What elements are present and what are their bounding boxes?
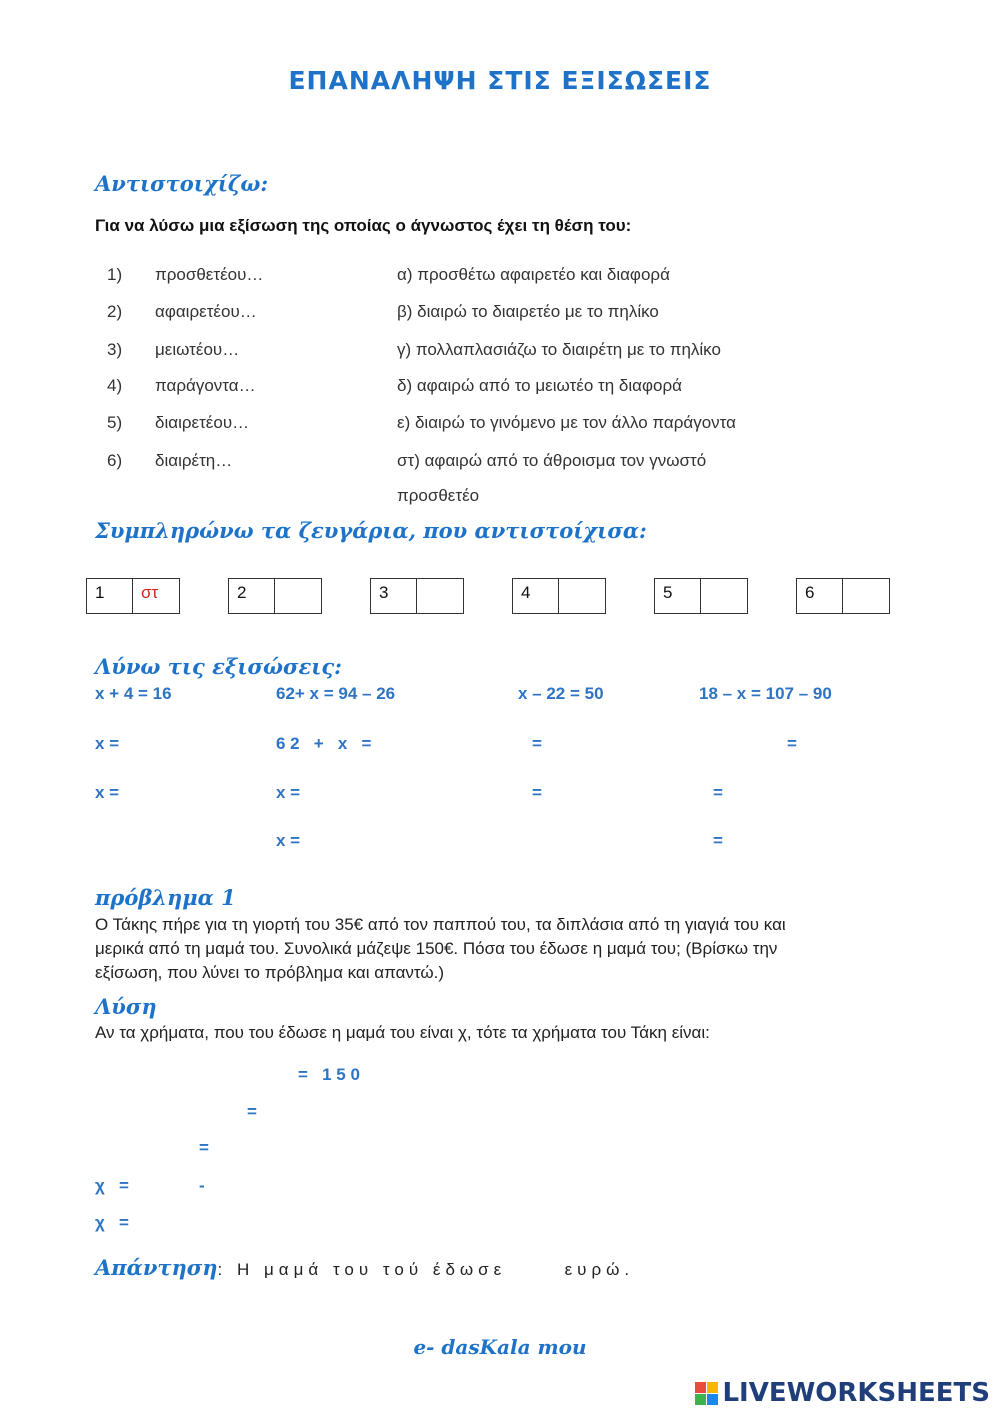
pair-answer-field[interactable] (843, 579, 889, 613)
solution-step-x[interactable]: χ = (95, 1213, 129, 1232)
row-number: 6) (107, 451, 123, 470)
equation-statement: 18 – x = 107 – 90 (699, 684, 832, 703)
row-number: 1) (107, 265, 123, 284)
problem-text-line: Ο Τάκης πήρε για τη γιορτή του 35€ από τον παππού του, τα διπλάσια από τη γιαγιά του και (95, 915, 786, 934)
solution-step-minus[interactable]: - (199, 1176, 205, 1195)
row-option: γ) πολλαπλασιάζω το διαιρέτη με το πηλίκο (397, 340, 721, 359)
row-option: ε) διαιρώ το γινόμενο με τον άλλο παράγοντα (397, 413, 736, 432)
row-term: παράγοντα… (155, 376, 256, 395)
page-title: ΕΠΑΝΑΛΗΨΗ ΣΤΙΣ ΕΞΙΣΩΣΕΙΣ (288, 66, 712, 95)
match-heading: Αντιστοιχίζω: (95, 171, 269, 196)
row-option: β) διαιρώ το διαιρετέο με το πηλίκο (397, 302, 659, 321)
pairs-heading: Συμπληρώνω τα ζευγάρια, που αντιστοίχισα: (95, 518, 647, 543)
answer-text[interactable]: : Η μαμά του τού έδωσε ευρώ. (217, 1260, 635, 1279)
problem-text-line: μερικά από τη μαμά του. Συνολικά μάζεψε 150€. Πόσα του έδωσε η μαμά του; (Βρίσκω την (95, 939, 778, 958)
pair-box-3 (370, 578, 464, 614)
equation-statement: x + 4 = 16 (95, 684, 172, 703)
row-term: μειωτέου… (155, 340, 240, 359)
footer-credit: e- dasKala mou (413, 1335, 587, 1359)
liveworksheets-logo[interactable] (695, 1378, 990, 1408)
pair-answer-field[interactable] (275, 579, 321, 613)
pair-answer-field[interactable] (417, 579, 463, 613)
row-term: αφαιρετέου… (155, 302, 257, 321)
pair-number: 2 (229, 579, 275, 613)
pair-box-5 (654, 578, 748, 614)
equation-step[interactable]: x = (276, 783, 301, 802)
row-option: στ) αφαιρώ από το άθροισμα τον γνωστό (397, 451, 707, 470)
pair-number: 3 (371, 579, 417, 613)
equation-step[interactable]: = (713, 783, 723, 802)
pair-box-2 (228, 578, 322, 614)
solution-intro: Αν τα χρήματα, που του έδωσε η μαμά του είναι χ, τότε τα χρήματα του Τάκη είναι: (95, 1023, 710, 1042)
equation-step[interactable]: x = (276, 831, 301, 850)
equations-heading: Λύνω τις εξισώσεις: (95, 654, 342, 679)
row-option: δ) αφαιρώ από το μειωτέο τη διαφορά (397, 376, 682, 395)
row-number: 4) (107, 376, 123, 395)
solution-step[interactable]: = 1 5 0 (298, 1065, 360, 1084)
pair-box-6 (796, 578, 890, 614)
pair-number: 4 (513, 579, 559, 613)
equation-statement: 62+ x = 94 – 26 (276, 684, 396, 703)
match-instruction: Για να λύσω μια εξίσωση της οποίας ο άγνωστος έχει τη θέση του: (95, 216, 632, 235)
equation-step[interactable]: = (532, 734, 542, 753)
solution-step[interactable]: = (247, 1102, 257, 1121)
row-term: διαιρέτη… (155, 451, 233, 470)
problem-heading: πρόβλημα 1 (95, 885, 236, 910)
liveworksheets-logo-icon (695, 1382, 718, 1405)
pair-number: 1 (87, 579, 133, 613)
solution-step[interactable]: = (199, 1138, 209, 1157)
pair-number: 6 (797, 579, 843, 613)
row-option-continuation: προσθετέο (397, 486, 480, 505)
solution-heading: Λύση (95, 994, 157, 1019)
pair-number: 5 (655, 579, 701, 613)
equation-statement: x – 22 = 50 (518, 684, 604, 703)
pair-answer-field[interactable] (559, 579, 605, 613)
solution-step-x[interactable]: χ = (95, 1176, 129, 1195)
pair-box-4 (512, 578, 606, 614)
answer-label: Απάντηση (95, 1255, 218, 1280)
row-option: α) προσθέτω αφαιρετέο και διαφορά (397, 265, 670, 284)
row-number: 3) (107, 340, 123, 359)
pair-answer-field[interactable] (701, 579, 747, 613)
row-number: 5) (107, 413, 123, 432)
answer-row (95, 1255, 634, 1280)
logo-text: LIVEWORKSHEETS (722, 1378, 990, 1408)
equation-step[interactable]: x = (95, 783, 120, 802)
pair-box-1 (86, 578, 180, 614)
equation-step[interactable]: = (713, 831, 723, 850)
row-term: προσθετέου… (155, 265, 264, 284)
problem-text-line: εξίσωση, που λύνει το πρόβλημα και απαντώ.) (95, 963, 445, 982)
pair-answer-field[interactable]: στ (141, 583, 159, 602)
equation-step[interactable]: = (532, 783, 542, 802)
row-term: διαιρετέου… (155, 413, 250, 432)
equation-step[interactable]: 6 2 + x = (276, 734, 372, 753)
equation-step[interactable]: = (787, 734, 797, 753)
row-number: 2) (107, 302, 123, 321)
equation-step[interactable]: x = (95, 734, 120, 753)
